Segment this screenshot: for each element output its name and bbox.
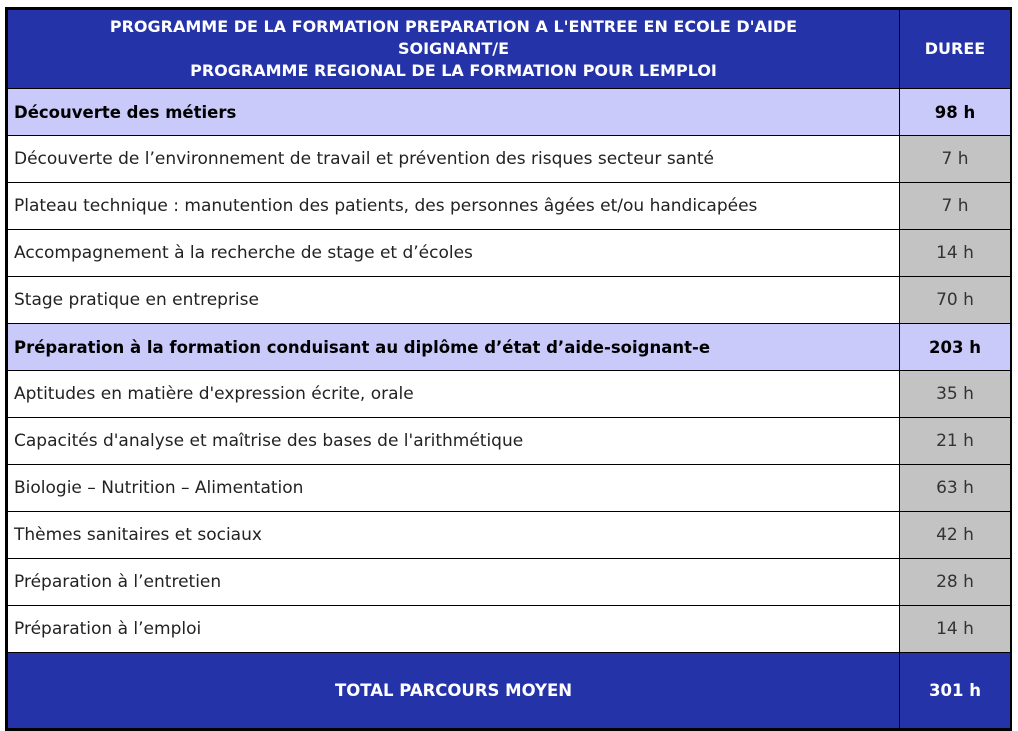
program-title-line-1: PROGRAMME DE LA FORMATION PREPARATION A L'ENTREE EN ECOLE D'AIDE SOIGNANT/E — [109, 17, 798, 58]
table-row — [8, 371, 1011, 418]
table-row — [8, 559, 1011, 606]
section-row — [8, 89, 1011, 136]
duration-header-cell: DUREE — [900, 10, 1011, 89]
module-hours: 42 h — [900, 512, 1011, 559]
table-row — [8, 230, 1011, 277]
module-hours: 63 h — [900, 465, 1011, 512]
training-program-table — [5, 7, 1012, 731]
module-label: Biologie – Nutrition – Alimentation — [8, 465, 900, 512]
table-row — [8, 136, 1011, 183]
section-title: Découverte des métiers — [8, 89, 900, 136]
module-hours: 7 h — [900, 183, 1011, 230]
table-header-row — [8, 10, 1011, 89]
total-row — [8, 653, 1011, 729]
module-hours: 35 h — [900, 371, 1011, 418]
module-label: Accompagnement à la recherche de stage et d’écoles — [8, 230, 900, 277]
table-row — [8, 418, 1011, 465]
module-label: Capacités d'analyse et maîtrise des bases de l'arithmétique — [8, 418, 900, 465]
section-hours: 203 h — [900, 324, 1011, 371]
table-row — [8, 183, 1011, 230]
table-row — [8, 277, 1011, 324]
module-hours: 14 h — [900, 230, 1011, 277]
table-row — [8, 465, 1011, 512]
module-hours: 21 h — [900, 418, 1011, 465]
total-label: TOTAL PARCOURS MOYEN — [8, 653, 900, 729]
section-title: Préparation à la formation conduisant au diplôme d’état d’aide-soignant-e — [8, 324, 900, 371]
module-label: Préparation à l’entretien — [8, 559, 900, 606]
program-table — [7, 9, 1011, 729]
module-hours: 70 h — [900, 277, 1011, 324]
program-title-line-2: PROGRAMME REGIONAL DE LA FORMATION POUR LEMPLOI — [190, 61, 717, 80]
total-hours: 301 h — [900, 653, 1011, 729]
table-row — [8, 512, 1011, 559]
module-hours: 28 h — [900, 559, 1011, 606]
table-row — [8, 606, 1011, 653]
module-label: Plateau technique : manutention des patients, des personnes âgées et/ou handicapées — [8, 183, 900, 230]
module-label: Préparation à l’emploi — [8, 606, 900, 653]
module-hours: 7 h — [900, 136, 1011, 183]
module-label: Thèmes sanitaires et sociaux — [8, 512, 900, 559]
section-row — [8, 324, 1011, 371]
module-label: Aptitudes en matière d'expression écrite, orale — [8, 371, 900, 418]
module-label: Découverte de l’environnement de travail et prévention des risques secteur santé — [8, 136, 900, 183]
program-title-cell — [8, 10, 900, 89]
module-hours: 14 h — [900, 606, 1011, 653]
section-hours: 98 h — [900, 89, 1011, 136]
module-label: Stage pratique en entreprise — [8, 277, 900, 324]
